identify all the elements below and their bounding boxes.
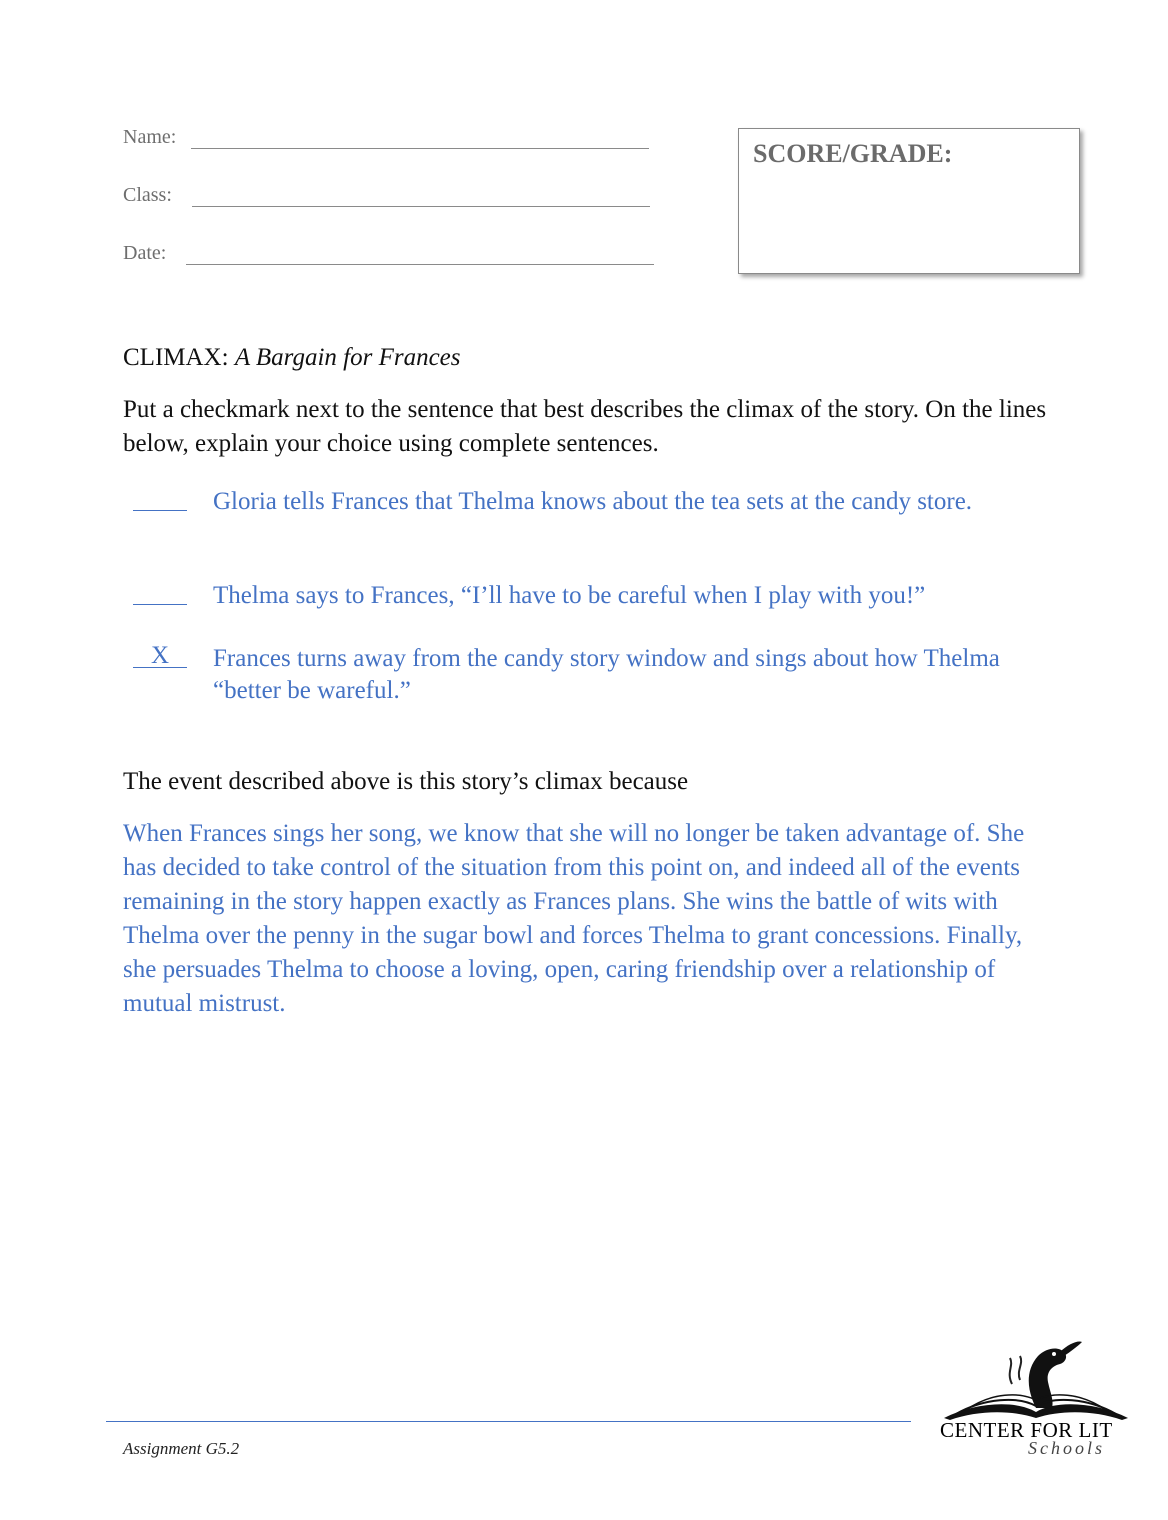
assignment-label: Assignment G5.2 [123, 1439, 240, 1458]
checkmark-blank-2[interactable] [133, 580, 187, 605]
name-label: Name: [123, 126, 177, 148]
page-title [123, 344, 461, 372]
option-text-1: Gloria tells Frances that Thelma knows about the tea sets at the candy store. [213, 488, 973, 515]
logo-subtitle: Schools [1028, 1438, 1105, 1458]
footer-divider [106, 1421, 911, 1422]
book-title: A Bargain for Frances [234, 344, 461, 371]
logo-title: CENTER FOR LIT [940, 1418, 1113, 1442]
checkmark-blank-3[interactable]: X [133, 643, 187, 668]
class-label: Class: [123, 184, 172, 206]
explanation-prompt: The event described above is this story’s climax because [123, 768, 689, 795]
option-text-3: Frances turns away from the candy story window and sings about how Thelma “better be wareful.” [213, 645, 1000, 704]
date-field[interactable] [186, 264, 654, 265]
class-field[interactable] [192, 206, 650, 207]
score-box [738, 128, 1080, 274]
instructions: Put a checkmark next to the sentence that best describes the climax of the story. On the lines below, explain your choice using complete sentences. [123, 396, 1047, 457]
center-for-lit-logo [936, 1322, 1136, 1472]
pelican-book-icon [936, 1322, 1136, 1422]
name-field[interactable] [191, 148, 649, 149]
option-text-2: Thelma says to Frances, “I’ll have to be careful when I play with you!” [213, 582, 926, 609]
score-label: SCORE/GRADE: [753, 139, 953, 168]
date-label: Date: [123, 242, 167, 264]
title-prefix: CLIMAX: [123, 344, 229, 371]
checkmark-blank-1[interactable] [133, 486, 187, 511]
explanation-answer[interactable]: When Frances sings her song, we know that she will no longer be taken advantage of. She has decided to take control of the situation from this point on, and indeed all of the events remaining in the story happen exactly as Frances plans. She wins the battle of wits with Thelma over the penny in the sugar bowl and forces Thelma to grant concessions. Finally, she persuades Thelma to choose a loving, open, caring friendship over a relationship of mutual mistrust. [123, 820, 1025, 1017]
